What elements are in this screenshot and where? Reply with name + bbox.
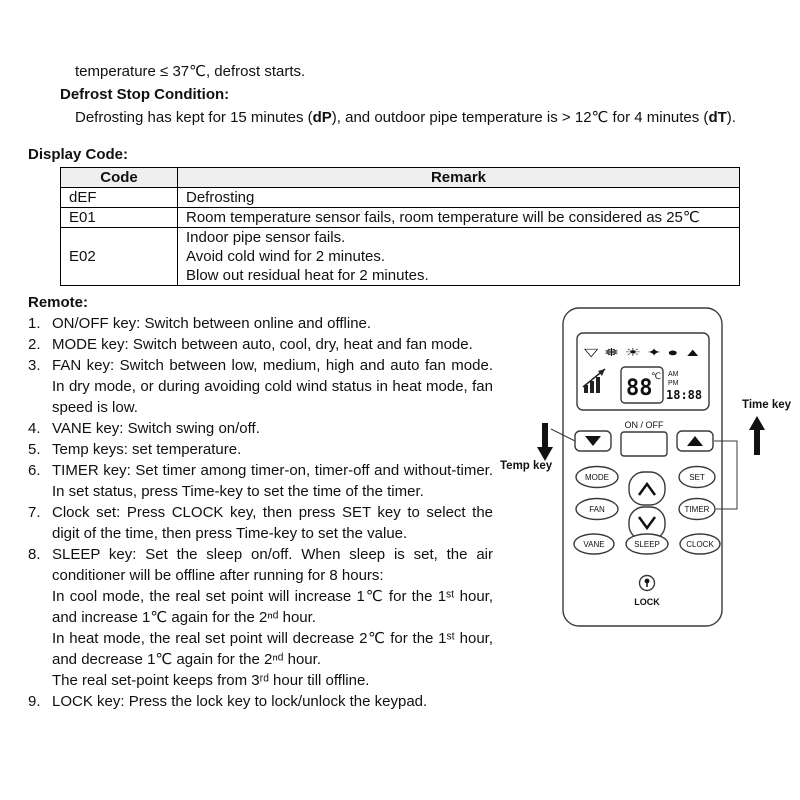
list-item-line: In heat mode, the real set point will decrease 2℃ for the 1ˢᵗ hour, and decrease 1℃ again for the 2ⁿᵈ hour. (52, 630, 493, 668)
table-header-row (61, 168, 740, 188)
time-up-button (629, 472, 665, 505)
mode-button-label: MODE (585, 473, 609, 482)
list-item-number: 2. (28, 336, 41, 353)
defrost-section (60, 60, 760, 129)
table-row (61, 228, 740, 286)
list-item-text (52, 460, 493, 502)
on-off-button (621, 432, 667, 456)
temp-key-arrow (537, 423, 553, 461)
lcd-temp-unit: ℃ (651, 371, 662, 381)
list-item-line: Clock set: Press CLOCK key, then press SET key to select the digit of the time, then press Time-key to set the value. (52, 504, 493, 542)
list-item-text (52, 691, 493, 712)
remark-cell (178, 188, 740, 208)
list-item (28, 334, 493, 355)
list-item (28, 313, 493, 334)
list-item-text (52, 418, 493, 439)
list-item-number: 7. (28, 504, 41, 521)
list-item-line: FAN key: Switch between low, medium, high and auto fan mode. In dry mode, or during avoiding cold wind status in heat mode, fan speed is low. (52, 357, 493, 416)
remote-illustration (480, 295, 800, 640)
time-key-arrow (749, 416, 765, 455)
on-off-label: ON / OFF (624, 420, 664, 430)
clock-button-label: CLOCK (686, 540, 714, 549)
list-item-line: In cool mode, the real set point will increase 1℃ for the 1ˢᵗ hour, and increase 1℃ again for the 2ⁿᵈ hour. (52, 588, 493, 626)
display-code-heading: Display Code: (28, 146, 129, 163)
list-item (28, 418, 493, 439)
timer-button-label: TIMER (684, 505, 710, 514)
remote-section (28, 292, 493, 712)
text-segment: dP (312, 109, 332, 126)
remark-line: Blow out residual heat for 2 minutes. (186, 267, 429, 284)
display-code-tbody (61, 188, 740, 286)
code-column-header: Code (61, 168, 178, 188)
remote-list (28, 313, 493, 712)
defrost-stop-heading: Defrost Stop Condition: (60, 86, 230, 103)
remark-line: Avoid cold wind for 2 minutes. (186, 248, 385, 265)
text-segment: dT (708, 109, 727, 126)
list-item-number: 6. (28, 462, 41, 479)
list-item (28, 502, 493, 544)
remark-cell (178, 208, 740, 228)
lcd-am-label: AM (668, 371, 679, 378)
list-item-line: The real set-point keeps from 3ʳᵈ hour till offline. (52, 672, 370, 689)
list-item-text (52, 439, 493, 460)
list-item (28, 460, 493, 502)
fan-button-label: FAN (589, 505, 605, 514)
list-item-text (52, 334, 493, 355)
code-cell: E01 (61, 208, 178, 228)
defrost-start-text: temperature ≤ 37℃, defrost starts. (75, 63, 306, 80)
table-row (61, 188, 740, 208)
remark-line: Indoor pipe sensor fails. (186, 229, 346, 246)
list-item-text (52, 502, 493, 544)
display-code-section (28, 146, 740, 286)
list-item-number: 3. (28, 357, 41, 374)
list-item-line: TIMER key: Set timer among timer-on, timer-off and without-timer. In set status, press Time-key to set the time of the timer. (52, 462, 493, 500)
list-item (28, 544, 493, 691)
list-item-line: ON/OFF key: Switch between online and offline. (52, 315, 372, 332)
set-button-label: SET (689, 473, 705, 482)
list-item-line: LOCK key: Press the lock key to lock/unlock the keypad. (52, 693, 428, 710)
vane-button-label: VANE (583, 540, 605, 549)
list-item-number: 1. (28, 315, 41, 332)
list-item-number: 9. (28, 693, 41, 710)
list-item-number: 5. (28, 441, 41, 458)
remark-line: Room temperature sensor fails, room temperature will be considered as 25℃ (186, 209, 700, 226)
remark-column-header: Remark (178, 168, 740, 188)
list-item-line: MODE key: Switch between auto, cool, dry, heat and fan mode. (52, 336, 473, 353)
lcd-temp-value: 88 (626, 376, 653, 401)
code-cell: E02 (61, 228, 178, 286)
remark-line: Defrosting (186, 189, 255, 206)
list-item (28, 439, 493, 460)
text-segment: Defrosting has kept for 15 minutes ( (75, 109, 313, 126)
list-item-number: 8. (28, 546, 41, 563)
list-item-text (52, 355, 493, 418)
list-item-number: 4. (28, 420, 41, 437)
temp-key-label: Temp key (500, 460, 553, 472)
table-row (61, 208, 740, 228)
text-segment: ), and outdoor pipe temperature is > 12℃ for 4 minutes ( (331, 109, 709, 126)
list-item (28, 355, 493, 418)
text-segment: ). (726, 109, 736, 126)
remote-heading: Remote: (28, 294, 89, 311)
lock-button-label: LOCK (634, 597, 660, 607)
lcd-time-value: 18:88 (666, 388, 703, 402)
list-item-line: Temp keys: set temperature. (52, 441, 242, 458)
time-key-label: Time key (742, 399, 792, 411)
list-item-line: VANE key: Switch swing on/off. (52, 420, 260, 437)
lcd-pm-label: PM (668, 380, 679, 387)
lcd-status-icons: ▽ ❅ ☀ ✦ ● ▲ (584, 347, 702, 359)
list-item-text (52, 544, 493, 691)
list-item-text (52, 313, 493, 334)
sleep-button-label: SLEEP (634, 540, 660, 549)
list-item (28, 691, 493, 712)
code-cell: dEF (61, 188, 178, 208)
display-code-table (60, 167, 740, 286)
defrost-stop-text (75, 106, 760, 129)
remark-cell (178, 228, 740, 286)
list-item-line: SLEEP key: Set the sleep on/off. When sleep is set, the air conditioner will be offline after running for 8 hours: (52, 546, 493, 584)
